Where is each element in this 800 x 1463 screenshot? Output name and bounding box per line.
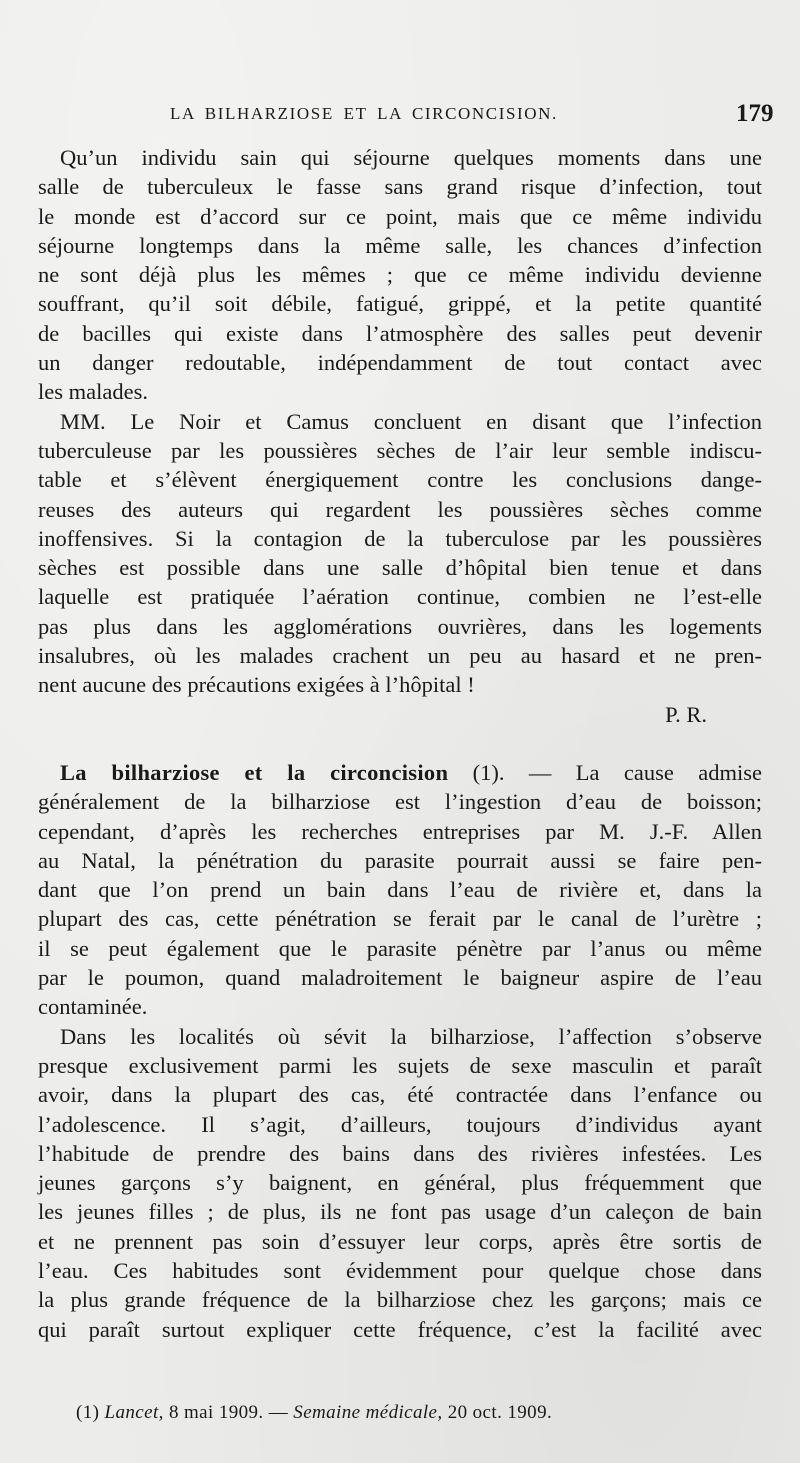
text-line: ne sont déjà plus les mêmes ; que ce même individu devienne	[38, 262, 762, 288]
text-line: il se peut également que le parasite pénètre par l’anus ou même	[38, 935, 762, 961]
section-gap	[38, 729, 762, 758]
running-head	[0, 100, 800, 134]
text-line: sèches est possible dans une salle d’hôpital bien tenue et dans	[38, 555, 762, 581]
text-line: un danger redoutable, indépendamment de tout contact avec	[38, 350, 762, 376]
text-line: généralement de la bilharziose est l’ingestion d’eau de boisson;	[38, 789, 762, 815]
text-line: insalubres, où les malades crachent un peu au hasard et ne pren-	[38, 643, 762, 669]
text-line: pas plus dans les agglomérations ouvrières, dans les logements	[38, 613, 762, 639]
footnote-source-semaine: Semaine médicale,	[293, 1402, 443, 1423]
footnote	[76, 1402, 552, 1424]
text-line: plupart des cas, cette pénétration se ferait par le canal de l’urètre ;	[38, 906, 762, 932]
footnote-date-lancet: 8 mai 1909. —	[168, 1402, 289, 1423]
text-line: table et s’élèvent énergiquement contre les conclusions dange-	[38, 467, 762, 493]
footnote-source-lancet: Lancet,	[104, 1402, 164, 1423]
text-line: contaminée.	[38, 994, 148, 1020]
author-signature: P. R.	[665, 701, 707, 727]
text-line: MM. Le Noir et Camus concluent en disant que l’infection	[60, 408, 762, 434]
text-line: laquelle est pratiquée l’aération continue, combien ne l’est-elle	[38, 584, 762, 610]
text-line: les malades.	[38, 379, 148, 405]
section-title: La bilharziose et la circoncision	[60, 759, 449, 785]
text-line: souffrant, qu’il soit débile, fatigué, grippé, et la petite quantité	[38, 291, 762, 317]
text-line: jeunes garçons s’y baignent, en général, plus fréquemment que	[38, 1170, 762, 1196]
text-line: qui paraît surtout expliquer cette fréquence, c’est la facilité avec	[38, 1316, 762, 1342]
text-line: Qu’un individu sain qui séjourne quelques moments dans une	[60, 145, 762, 170]
text-line: l’adolescence. Il s’agit, d’ailleurs, toujours d’individus ayant	[38, 1111, 762, 1137]
text-line: l’eau. Ces habitudes sont évidemment pour quelque chose dans	[38, 1257, 762, 1283]
text-line: nent aucune des précautions exigées à l’hôpital !	[38, 672, 475, 698]
text-line: dant que l’on prend un bain dans l’eau de rivière et, dans la	[38, 877, 762, 903]
page-number: 179	[736, 100, 774, 127]
text-line: avoir, dans la plupart des cas, été contractée dans l’enfance ou	[38, 1082, 762, 1108]
text-fragment: — La cause admise	[528, 759, 763, 785]
text-line: reuses des auteurs qui regardent les poussières sèches comme	[38, 496, 762, 522]
text-line: la plus grande fréquence de la bilharziose chez les garçons; mais ce	[38, 1287, 762, 1313]
section-bilharziose	[38, 758, 762, 1022]
footnote-reference: (1).	[472, 759, 505, 785]
text-line: inoffensives. Si la contagion de la tuberculose par les poussières	[38, 525, 762, 551]
text-line: tuberculeuse par les poussières sèches de l’air leur semble indiscu-	[38, 437, 762, 463]
footnote-number: (1)	[76, 1402, 100, 1423]
text-line: l’habitude de prendre des bains dans des rivières infestées. Les	[38, 1140, 762, 1166]
body-text	[38, 143, 762, 1344]
text-line: et ne prennent pas soin d’essuyer leur corps, après être sortis de	[38, 1228, 762, 1254]
text-line: Dans les localités où sévit la bilharziose, l’affection s’observe	[60, 1023, 762, 1049]
paragraph-localites	[38, 1022, 762, 1344]
text-line: par le poumon, quand maladroitement le baigneur aspire de l’eau	[38, 965, 762, 991]
section-first-line	[38, 758, 762, 787]
text-line: salle de tuberculeux le fasse sans grand risque d’infection, tout	[38, 174, 762, 200]
text-line: de bacilles qui existe dans l’atmosphère des salles peut devenir	[38, 320, 762, 346]
text-line: séjourne longtemps dans la même salle, les chances d’infection	[38, 232, 762, 258]
text-line: presque exclusivement parmi les sujets de sexe masculin et paraît	[38, 1052, 762, 1078]
text-line: le monde est d’accord sur ce point, mais que ce même individu	[38, 203, 762, 229]
running-title: LA BILHARZIOSE ET LA CIRCONCISION.	[170, 104, 558, 123]
paragraph-tuberculosis-infection	[38, 143, 762, 407]
text-line: au Natal, la pénétration du parasite pourrait aussi se faire pen-	[38, 847, 762, 873]
footnote-date-semaine: 20 oct. 1909.	[447, 1402, 553, 1423]
text-line: cependant, d’après les recherches entreprises par M. J.-F. Allen	[38, 818, 762, 844]
paragraph-le-noir-camus	[38, 407, 762, 729]
text-line: les jeunes filles ; de plus, ils ne font pas usage d’un caleçon de bain	[38, 1199, 762, 1225]
